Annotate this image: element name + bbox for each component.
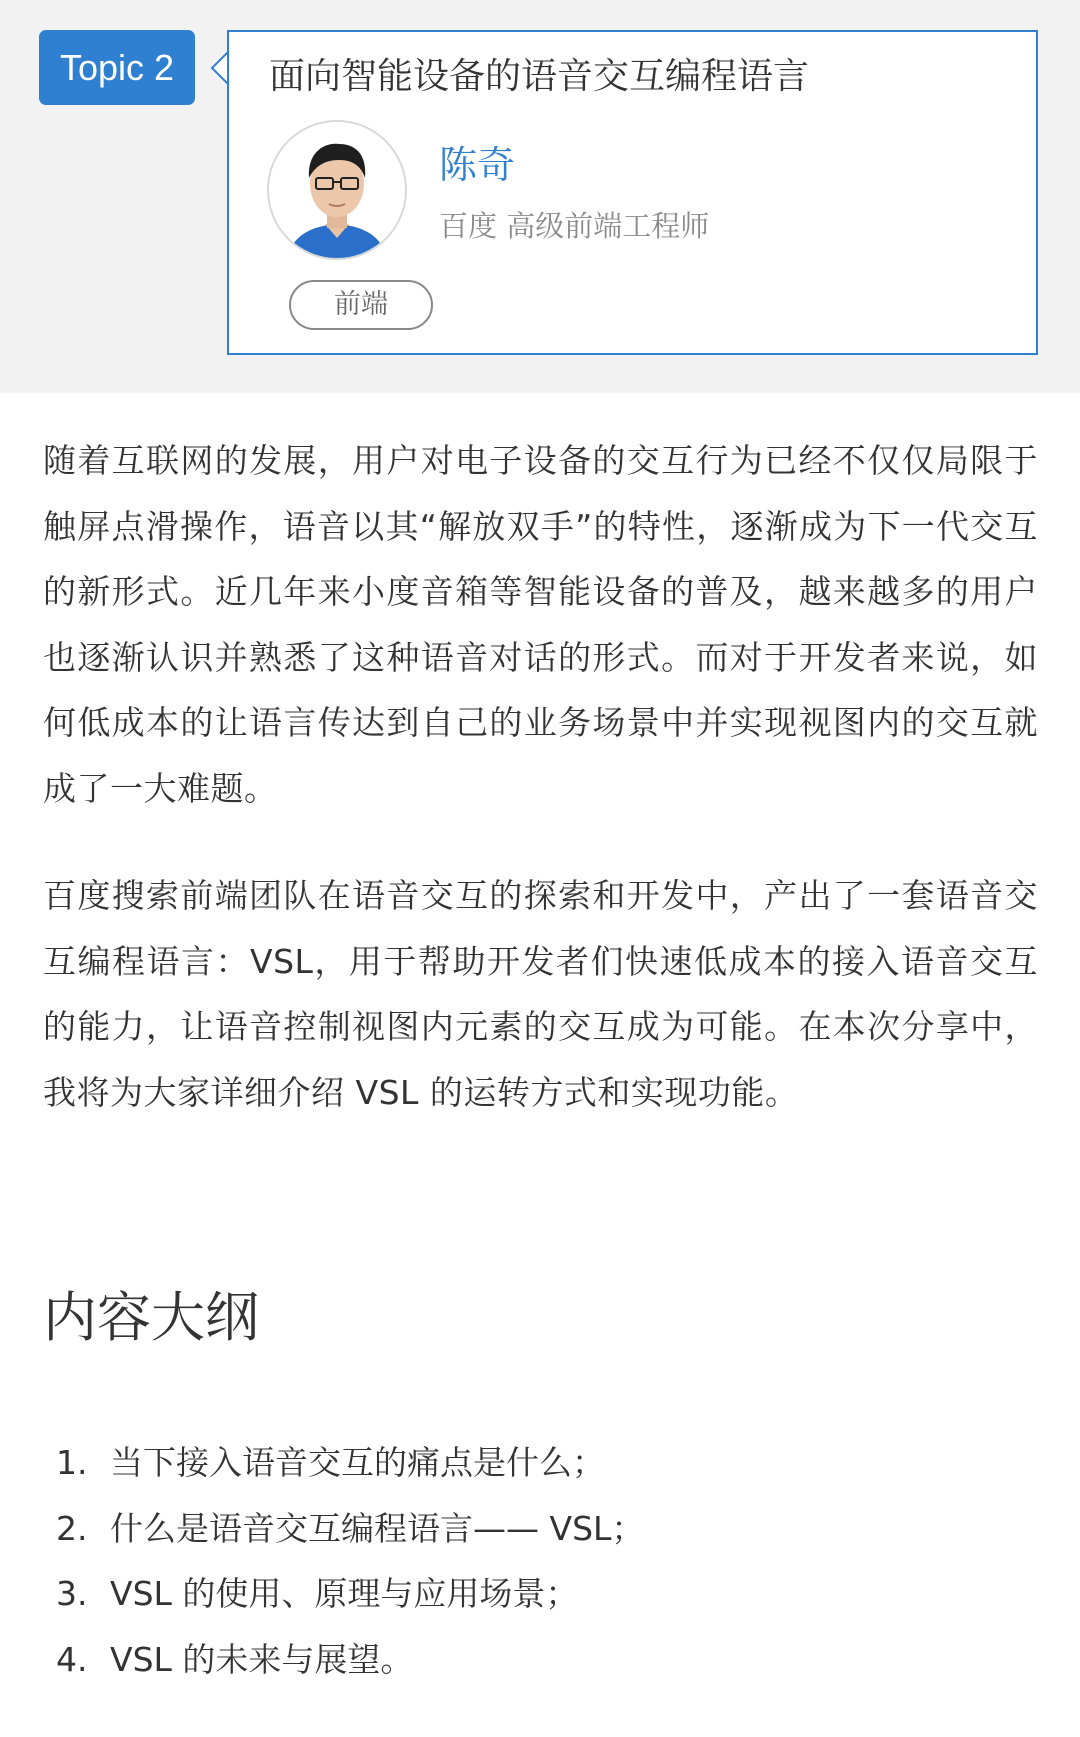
intro-section xyxy=(43,428,1038,1125)
intro-paragraph-1: 随着互联网的发展，用户对电子设备的交互行为已经不仅仅局限于触屏点滑操作，语音以其“解放双手”的特性，逐渐成为下一代交互的新形式。近几年来小度音箱等智能设备的普及，越来越多的用户也逐渐认识并熟悉了这种语音对话的形式。而对于开发者来说，如何低成本的让语言传达到自己的业务场景中并实现视图内的交互就成了一大难题。 xyxy=(43,441,1038,808)
outline-item-text: VSL 的使用、原理与应用场景； xyxy=(110,1574,579,1613)
outline-item-3 xyxy=(56,1561,1016,1627)
outline-item-2 xyxy=(56,1496,1016,1562)
outline-item-number: 1. xyxy=(56,1443,88,1482)
speaker-card xyxy=(227,30,1038,355)
talk-title: 面向智能设备的语音交互编程语言 xyxy=(269,56,810,97)
outline-item-1 xyxy=(56,1430,1016,1496)
outline-item-number: 2. xyxy=(56,1508,88,1548)
outline-item-text: 什么是语音交互编程语言—— VSL； xyxy=(110,1508,645,1548)
outline-item-number: 4. xyxy=(56,1639,88,1679)
topic-tag: 前端 xyxy=(289,280,433,330)
speaker-role: 百度 高级前端工程师 xyxy=(439,209,710,243)
speaker-header xyxy=(0,0,1080,393)
outline-item-text: VSL 的未来与展望。 xyxy=(110,1639,414,1679)
avatar-portrait-icon xyxy=(269,122,405,258)
speaker-avatar xyxy=(267,120,407,260)
outline-item-number: 3. xyxy=(56,1574,88,1613)
outline-list xyxy=(56,1430,1016,1692)
outline-item-4 xyxy=(56,1627,1016,1693)
topic-badge: Topic 2 xyxy=(39,30,195,105)
outline-item-text: 当下接入语音交互的痛点是什么； xyxy=(110,1443,605,1482)
speaker-name: 陈奇 xyxy=(439,143,516,187)
intro-paragraph-2: 百度搜索前端团队在语音交互的探索和开发中，产出了一套语音交互编程语言：VSL，用于帮助开发者们快速低成本的接入语音交互的能力，让语音控制视图内元素的交互成为可能。在本次分享中，我将为大家详细介绍 VSL 的运转方式和实现功能。 xyxy=(43,876,1038,1112)
outline-heading: 内容大纲 xyxy=(43,1286,259,1349)
